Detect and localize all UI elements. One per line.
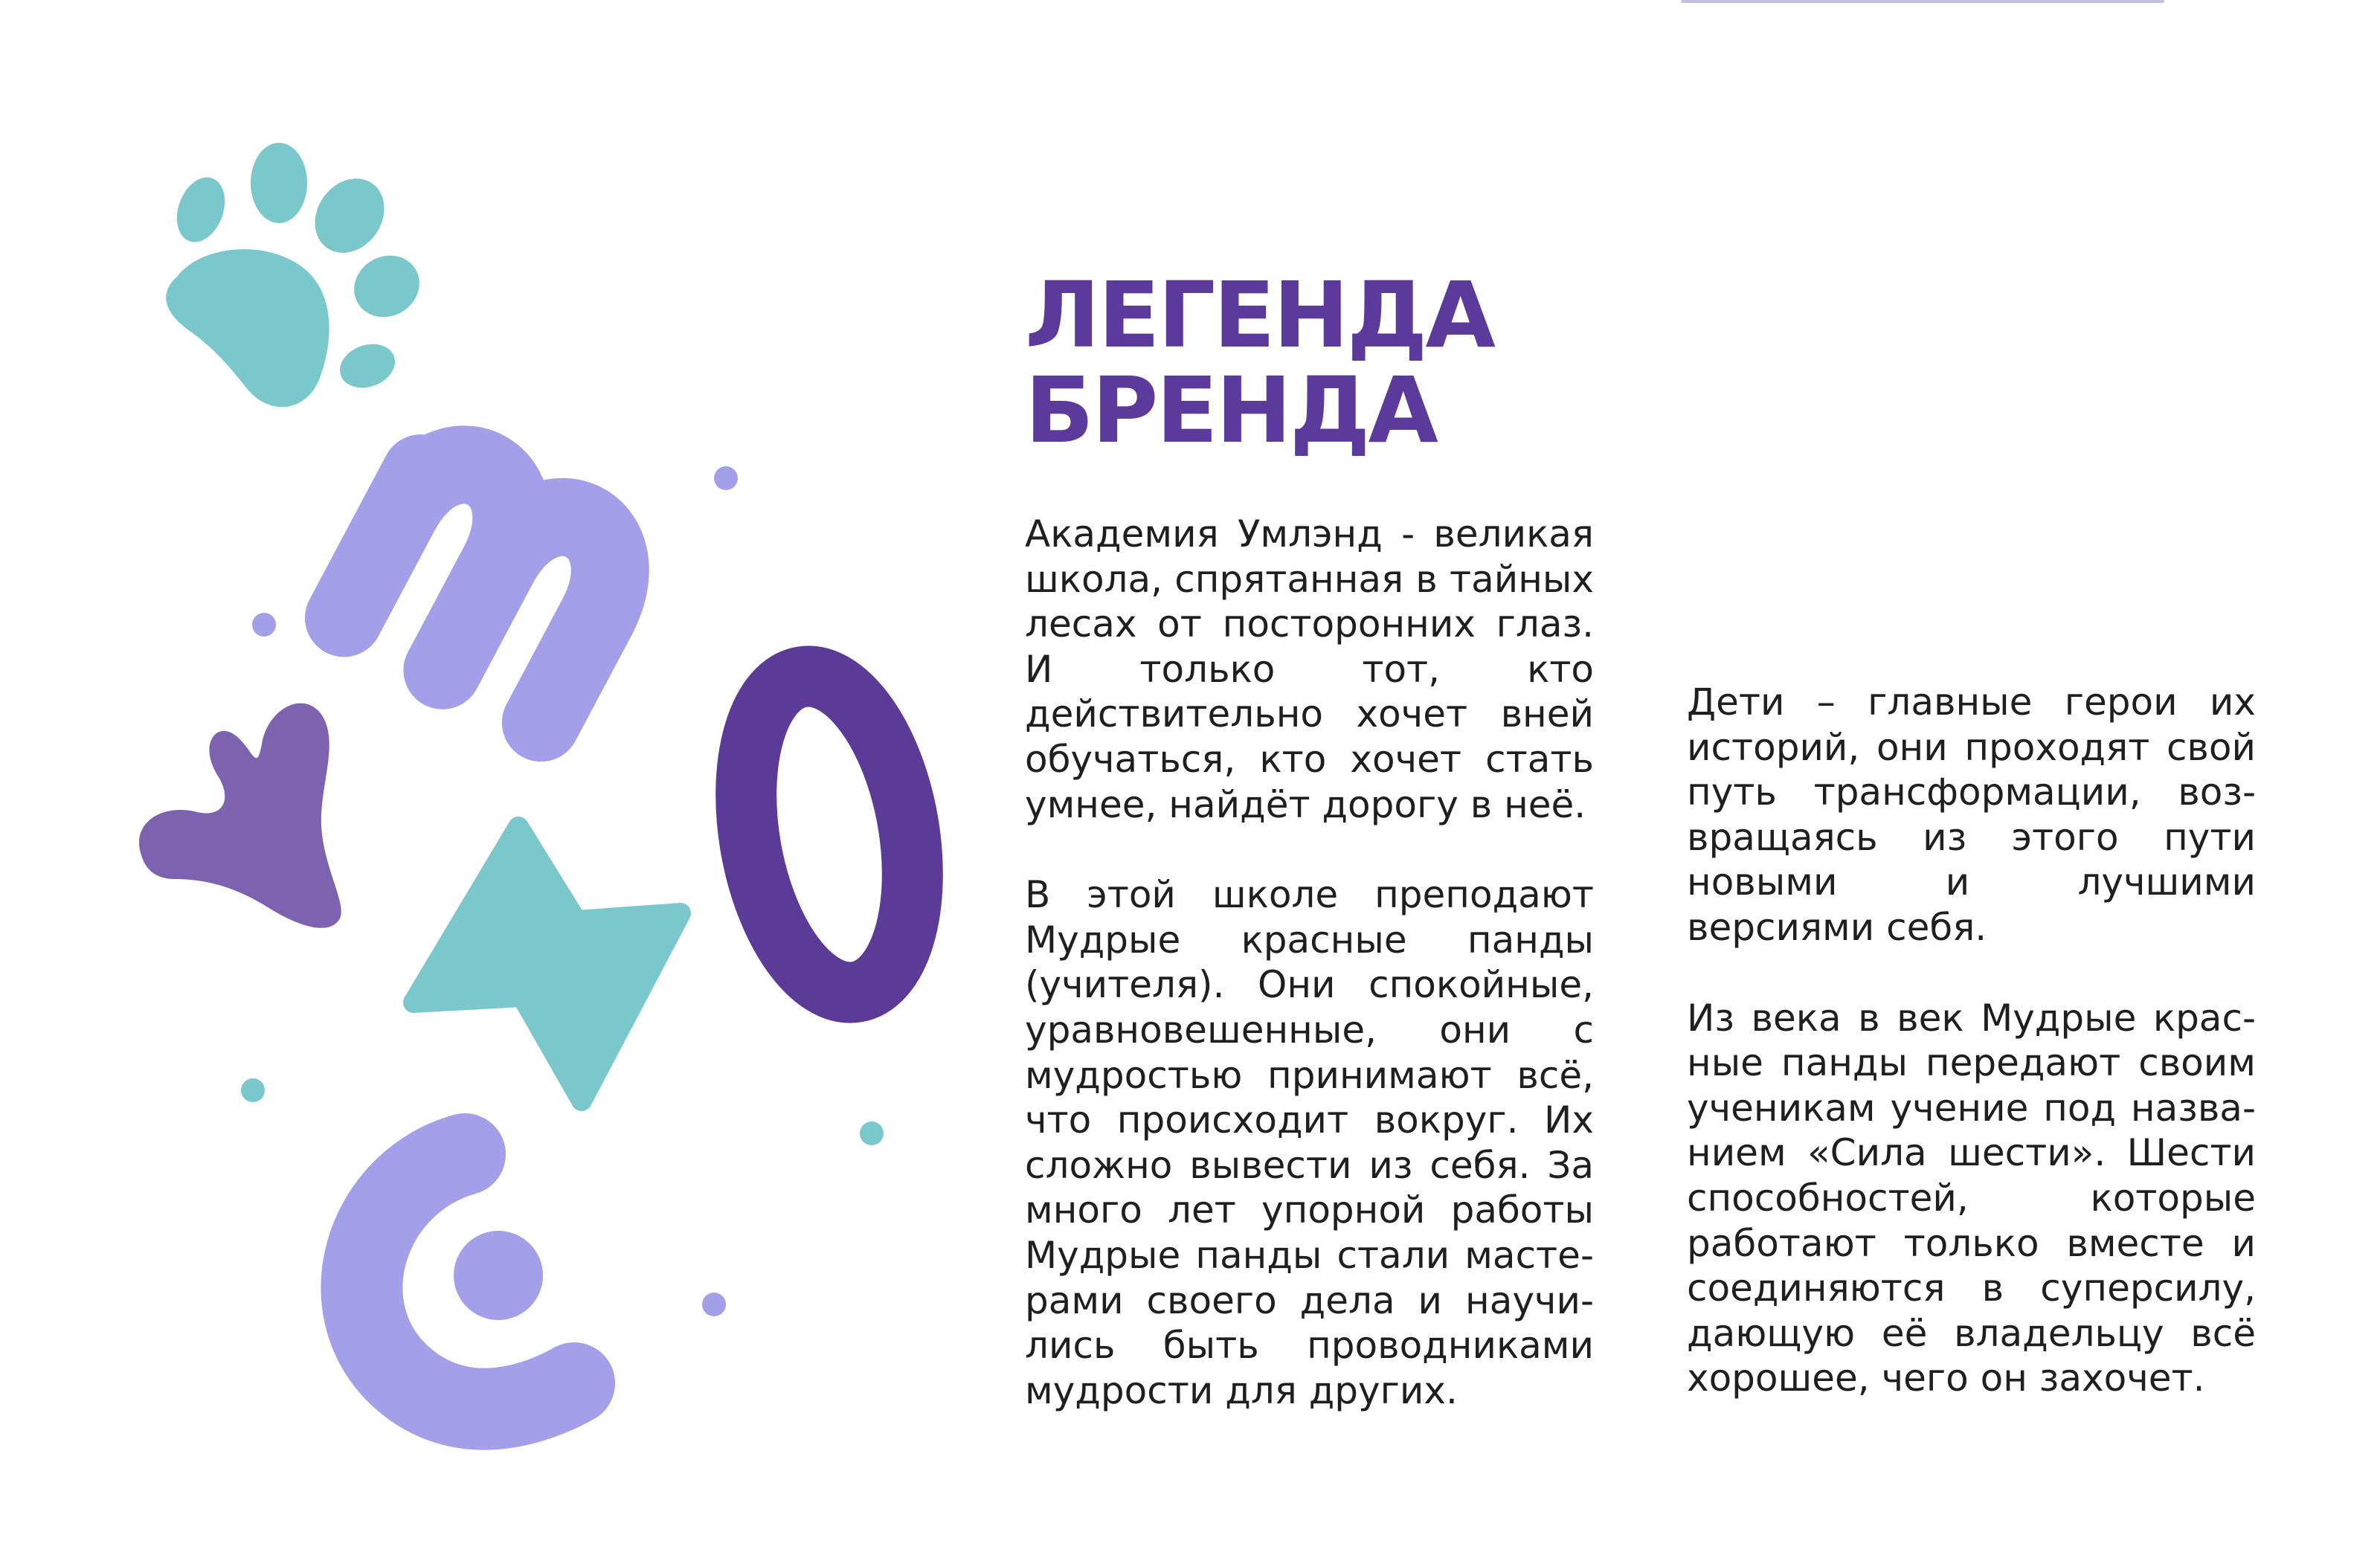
letter-m-shape (344, 444, 633, 723)
letter-c-shape (361, 1154, 574, 1409)
text-column-right (1687, 680, 2256, 1401)
decorative-illustration (0, 0, 967, 1561)
title-line-2: БРЕНДА (1025, 358, 1436, 463)
paragraph-children: Дети – главные герои их историй, они проходят свой путь трансформации, возвращаясь из этого пути новыми и лучшими версиями себя. (1687, 680, 2256, 949)
title-line-1: ЛЕГЕНДА (1025, 263, 1493, 368)
paw-print-icon (166, 143, 431, 407)
text-column-left (1025, 512, 1594, 1413)
footprint-shape (139, 704, 341, 928)
page-title (1025, 263, 1493, 463)
letter-o-shape (723, 663, 935, 1006)
paragraph-teachers: В этой школе преподают Мудрые красные панды (учителя). Они спокойные, уравновешенные, они с мудростью принимают всё, что происходит вокруг. Их сложно вывести из себя. За много лет упорной работы Мудрые панды стали мастерами своего дела и научились быть проводниками мудрости для других. (1025, 873, 1594, 1412)
paragraph-academy: Академия Умлэнд - великая школа, спрятанная в тайных лесах от посторонних глаз. И только тот, кто действительно хочет вней обучаться, кто хочет стать умнее, найдёт дорогу в неё. (1025, 512, 1594, 826)
top-edge-line (1681, 0, 2164, 3)
paragraph-six-powers: Из века в век Мудрые красные панды передают своим ученикам учение под названием «Сила шести». Шести способностей, которые работают только вместе и соединяются в суперсилу, дающую её владельцу всё хорошее, чего он захочет. (1687, 996, 2256, 1400)
star-shape (414, 827, 681, 1101)
